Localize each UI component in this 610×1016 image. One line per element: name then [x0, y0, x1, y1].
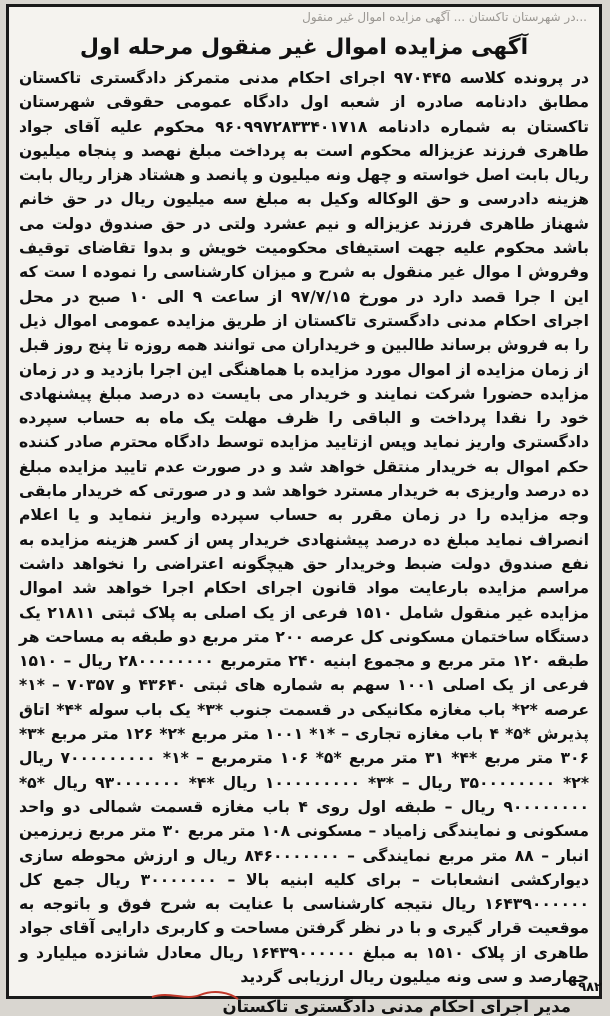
signature-line: مدیر اجرای احکام مدنی دادگستری تاکستان [222, 997, 571, 1016]
notice-body: در پرونده کلاسه ۹۷۰۴۴۵ اجرای احکام مدنی متمرکز دادگستری تاکستان مطابق دادنامه صادره از شعبه اول دادگاه عمومی حقوقی شهرستان تاکستان به شماره دادنامه ۹۶۰۹۹۷۲۸۳۳۴۰۱۷۱۸ محکوم علیه آقای جواد طاهری فرزند عزیزاله محکوم است به پرداخت مبلغ نهصد و پنجاه میلیون ریال بابت اصل خواسته و چهل ونه میلیون و پانصد و هشتاد هزار ریال بابت هزینه دادرسی و حق الوکاله وکیل به مبلغ سه میلیون ریال در حق خانم شهناز طاهری فرزند عزیزاله و نیم عشرد ولتی در حق صندوق دولت می باشد محکوم علیه جهت استیفای محکومیت خویش و بدوا تقاضای توقیف وفروش ا موال غیر منقول به شرح و میزان کارشناسی را نموده ا ست که این ا جرا قصد دارد در مورخ ۹۷/۷/۱۵ از ساعت ۹ الی ۱۰ صبح در محل اجرای احکام مدنی دادگستری تاکستان از طریق مزایده عمومی اموال ذیل را به فروش برساند طالبین و خریداران می توانند همه روزه تا پنج روز قبل از زمان مزایده از اموال مورد مزایده با هماهنگی این اجرا بازدید و در زمان مزایده حضورا شرکت نمایند و خریدار می بایست ده درصد مبلغ پیشنهادی خود را نقدا پرداخت و الباقی را ظرف مهلت یک ماه به حساب سپرده دادگستری واریز نماید وپس ازتایید مزایده توسط دادگاه محترم صادر کننده حکم اموال به خریدار منتقل خواهد شد و در صورت عدم تایید مزایده مبلغ ده درصد واریزی به خریدار مسترد خواهد شد و در صورتی که خریدار مابقی وجه مزایده را در زمان مقرر به حساب سپرده واریز ننماید و یا اعلام انصراف نماید مبلغ ده درصد پیشنهادی خریدار پس از کسر هزینه مزایده به نفع صندوق دولت ضبط وخریدار حق هیچگونه اعتراضی را نخواهد داشت مراسم مزایده بارعایت مواد قانون اجرای احکام اجرا خواهد شد اموال مزایده غیر منقول شامل ۱۵۱۰ فرعی از یک اصلی به پلاک ثبتی ۲۱۸۱۱ یک دستگاه ساختمان مسکونی کل عرصه ۲۰۰ متر مربع دو طبقه به مساحت هر طبقه ۱۲۰ متر مربع و مجموع ابنیه ۲۴۰ مترمربع ۲۸۰۰۰۰۰۰۰۰ ریال – ۱۵۱۰ فرعی از یک اصلی ۱۰۰۱ سهم به شماره های ثبتی ۴۳۶۴۰ و ۷۰۳۵۷ – *۱* عرصه *۲* باب مغازه مکانیکی در قسمت جنوب *۳* یک باب سوله *۴* اتاق پذیرش *۵* ۴ باب مغازه تجاری – *۱* ۱۰۰۱ متر مربع *۲* ۱۲۶ متر مربع *۳* ۳۰۶ متر مربع *۴* ۳۱ متر مربع *۵* ۱۰۶ مترمربع – *۱* ۷۰۰۰۰۰۰۰۰۰ ریال *۲* ۳۵۰۰۰۰۰۰۰۰ ریال – *۳* ۱۰۰۰۰۰۰۰۰۰ ریال *۴* ۹۳۰۰۰۰۰۰۰ ریال *۵* ۹۰۰۰۰۰۰۰۰ ریال – طبقه اول روی ۴ باب مغازه قسمت شمالی دو واحد مسکونی و نمایندگی زامیاد – مسکونی ۱۰۸ متر مربع ۳۰ متر مربع زیرزمین انبار – ۸۸ متر مربع نمایندگی – ۸۴۶۰۰۰۰۰۰۰ ریال و ارزش محوطه سازی دیوارکشی انشعابات – برای کلیه ابنیه بالا – ۳۰۰۰۰۰۰۰ ریال جمع کل ۱۶۴۳۹۰۰۰۰۰۰ ریال نتیجه کارشناسی با عنایت به شرح فوق و باتوجه به موقعیت قرار گیری و با در نظر گرفتن مساحت و کاربری دارایی آقای جواد طاهری از پلاک ۱۵۱۰ به مبلغ ۱۶۴۳۹۰۰۰۰۰۰ ریال معادل شانزده میلیارد و چهارصد و سی ونه میلیون ریال ارزیابی گردید [19, 69, 589, 986]
auction-notice [6, 4, 602, 1016]
page-number-mark: ۹۸۲ [578, 980, 602, 995]
notice-title: آگهی مزایده اموال غیر منقول مرحله اول [79, 35, 529, 60]
faded-header-strip: ...در شهرستان تاکستان ... آگهی مزایده اموال غیر منقول [302, 10, 587, 24]
red-underline-mark [150, 987, 240, 1003]
